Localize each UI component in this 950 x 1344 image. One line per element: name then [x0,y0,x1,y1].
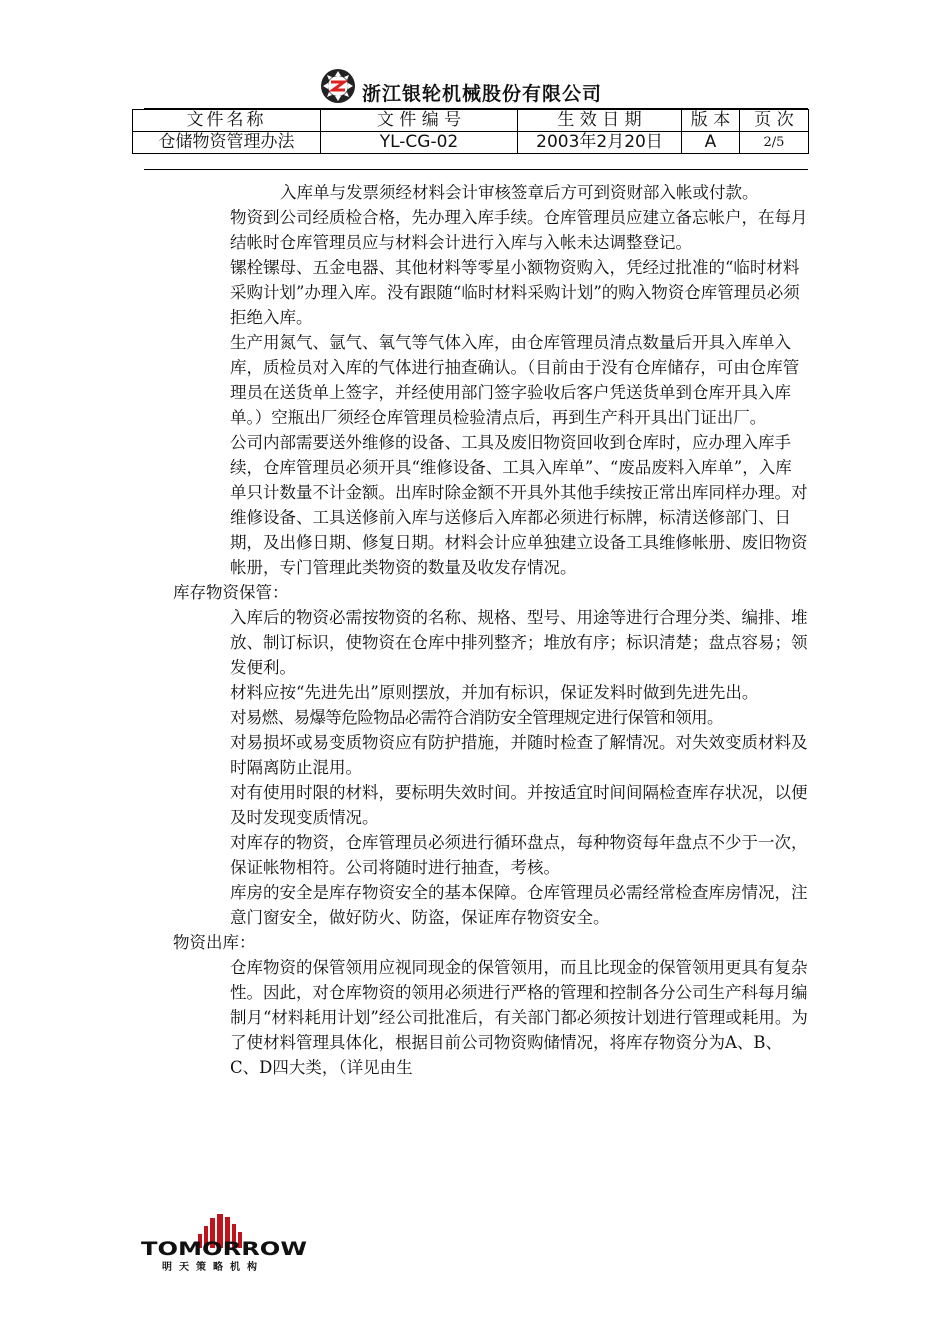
header-file-name: 文件名称 [133,110,321,132]
clause-4-1 [0,605,808,680]
logo-text: TOMORROW [141,1238,308,1260]
clause-4-3 [0,705,830,730]
clause-4-2 [0,680,808,705]
header-page: 页 次 [740,110,809,132]
logo-subtitle: 明天策略机构 [162,1262,264,1272]
clause-text: 物资到公司经质检合格，先办理入库手续。仓库管理员应建立备忘帐户，在每月结帐时仓库管理员应与材料会计进行入库与入帐未达调整登记。 [230,208,808,252]
header-version: 版 本 [682,110,740,132]
company-logo-icon [320,68,356,104]
clause-5-1 [0,955,808,1080]
document-body [0,180,950,1080]
clause-text: 生产用氮气、氩气、氧气等气体入库，由仓库管理员清点数量后开具入库单入库，质检员对入库的气体进行抽查确认。（目前由于没有仓库储存，可由仓库管理员在送货单上签字，并经使用部门签字验收后客户凭送货单到仓库开具入库单。）空瓶出厂须经仓库管理员检验清点后，再到生产科开具出门证出厂。 [230,333,800,427]
value-effective-date: 2003年2月20日 [518,132,682,154]
value-file-name: 仓储物资管理办法 [133,132,321,154]
clause-3-5 [0,255,808,330]
section-5 [0,930,808,955]
clause-text: 入库后的物资必需按物资的名称、规格、型号、用途等进行合理分类、编排、堆放、制订标识，使物资在仓库中排列整齐；堆放有序；标识清楚；盘点容易；领发便利。 [230,608,808,677]
footer-logo [140,1212,310,1276]
clause-3-7 [0,430,808,580]
header-effective-date: 生 效 日 期 [518,110,682,132]
header-file-number: 文 件 编 号 [321,110,518,132]
clause-text: 库房的安全是库存物资安全的基本保障。仓库管理员必需经常检查库房情况，注意门窗安全，做好防火、防盗，保证库存物资安全。 [230,883,808,927]
clause-4-7 [0,880,808,930]
clause-text: 对易燃、易爆等危险物品必需符合消防安全管理规定进行保管和领用。 [230,708,723,727]
section-title: 物资出库： [173,933,256,952]
clause-text: 对有使用时限的材料，要标明失效时间。并按适宜时间间隔检查库存状况，以便及时发现变质情况。 [230,783,808,827]
clause-text: 入库单与发票须经材料会计审核签章后方可到资财部入帐或付款。 [280,183,759,202]
company-header [320,66,602,106]
info-value-row [133,132,809,154]
clause-4-6 [0,830,808,880]
clause-3-4 [0,205,808,255]
clause-text: 镙栓镙母、五金电器、其他材料等零星小额物资购入，凭经过批准的“临时材料采购计划”办理入库。没有跟随“临时材料采购计划”的购入物资仓库管理员必须拒绝入库。 [230,258,800,327]
clause-text: 公司内部需要送外维修的设备、工具及废旧物资回收到仓库时，应办理入库手续，仓库管理员必须开具“维修设备、工具入库单”、“废品废料入库单”，入库单只计数量不计金额。出库时除金额不开具外其他手续按正常出库同样办理。对维修设备、工具送修前入库与送修后入库都必须进行标牌，标清送修部门、日期，及出修日期、修复日期。材料会计应单独建立设备工具维修帐册、废旧物资帐册，专门管理此类物资的数量及收发存情况。 [230,433,808,577]
header-bottom-rule [144,169,808,170]
clause-text: 对易损坏或易变质物资应有防护措施，并随时检查了解情况。对失效变质材料及时隔离防止混用。 [230,733,808,777]
section-title: 库存物资保管： [173,583,289,602]
tomorrow-logo-icon [140,1212,310,1272]
section-4 [0,580,808,605]
clause-text: 对库存的物资，仓库管理员必须进行循环盘点，每种物资每年盘点不少于一次，保证帐物相符。公司将随时进行抽查，考核。 [230,833,808,877]
clause-text: 材料应按“先进先出”原则摆放，并加有标识，保证发料时做到先进先出。 [230,683,759,702]
clause-text: 仓库物资的保管领用应视同现金的保管领用，而且比现金的保管领用更具有复杂性。因此，对仓库物资的领用必须进行严格的管理和控制各分公司生产科每月编制月“材料耗用计划”经公司批准后，有关部门都必须按计划进行管理或耗用。为了使材料管理具体化，根据目前公司物资购储情况，将库存物资分为A、B、C、D四大类，（详见由生 [230,958,808,1077]
clause-4-5 [0,780,808,830]
info-header-row [133,110,809,132]
value-page: 2/5 [740,132,809,154]
clause-4-4 [0,730,808,780]
value-file-number: YL-CG-02 [321,132,518,154]
clause-3-3-4 [0,180,808,205]
document-info-table [132,109,809,154]
value-version: A [682,132,740,154]
clause-3-6 [0,330,808,430]
company-name: 浙江银轮机械股份有限公司 [362,82,603,105]
